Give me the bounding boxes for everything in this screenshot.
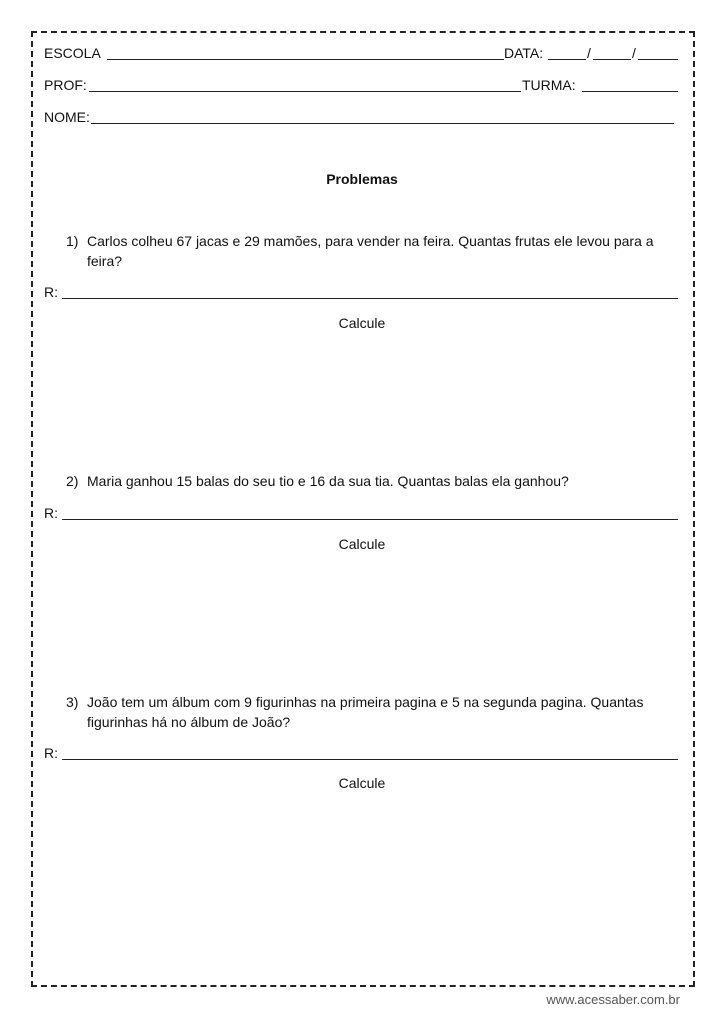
date-sep: / <box>632 45 636 61</box>
calc-label: Calcule <box>338 536 386 552</box>
problem-number: 1) <box>66 233 79 249</box>
date-year-field[interactable] <box>638 59 678 60</box>
date-label: DATA: <box>504 45 544 61</box>
answer-label: R: <box>44 505 58 521</box>
answer-field[interactable] <box>62 298 678 299</box>
class-field[interactable] <box>582 91 678 92</box>
date-month-field[interactable] <box>593 59 631 60</box>
page-title: Problemas <box>326 171 398 187</box>
date-day-field[interactable] <box>548 59 586 60</box>
name-label: NOME: <box>44 109 90 125</box>
answer-field[interactable] <box>62 759 678 760</box>
problem-text: feira? <box>87 253 123 269</box>
calc-label: Calcule <box>338 775 386 791</box>
class-label: TURMA: <box>522 77 576 93</box>
problem-text: João tem um álbum com 9 figurinhas na primeira pagina e 5 na segunda pagina. Quantas <box>87 694 644 710</box>
teacher-label: PROF: <box>44 77 87 93</box>
problem-number: 3) <box>66 694 79 710</box>
teacher-field[interactable] <box>89 91 521 92</box>
date-sep: / <box>587 45 591 61</box>
problem-text: Maria ganhou 15 balas do seu tio e 16 da sua tia. Quantas balas ela ganhou? <box>87 473 569 489</box>
footer-url[interactable]: www.acessaber.com.br <box>546 992 680 1007</box>
problem-text: figurinhas há no álbum de João? <box>87 714 291 730</box>
calc-label: Calcule <box>338 315 386 331</box>
problem-number: 2) <box>66 473 79 489</box>
school-label: ESCOLA <box>44 45 101 61</box>
school-field[interactable] <box>107 59 504 60</box>
answer-label: R: <box>44 284 58 300</box>
problem-text: Carlos colheu 67 jacas e 29 mamões, para vender na feira. Quantas frutas ele levou para a <box>87 233 654 249</box>
answer-label: R: <box>44 745 58 761</box>
name-field[interactable] <box>91 123 674 124</box>
answer-field[interactable] <box>62 519 678 520</box>
